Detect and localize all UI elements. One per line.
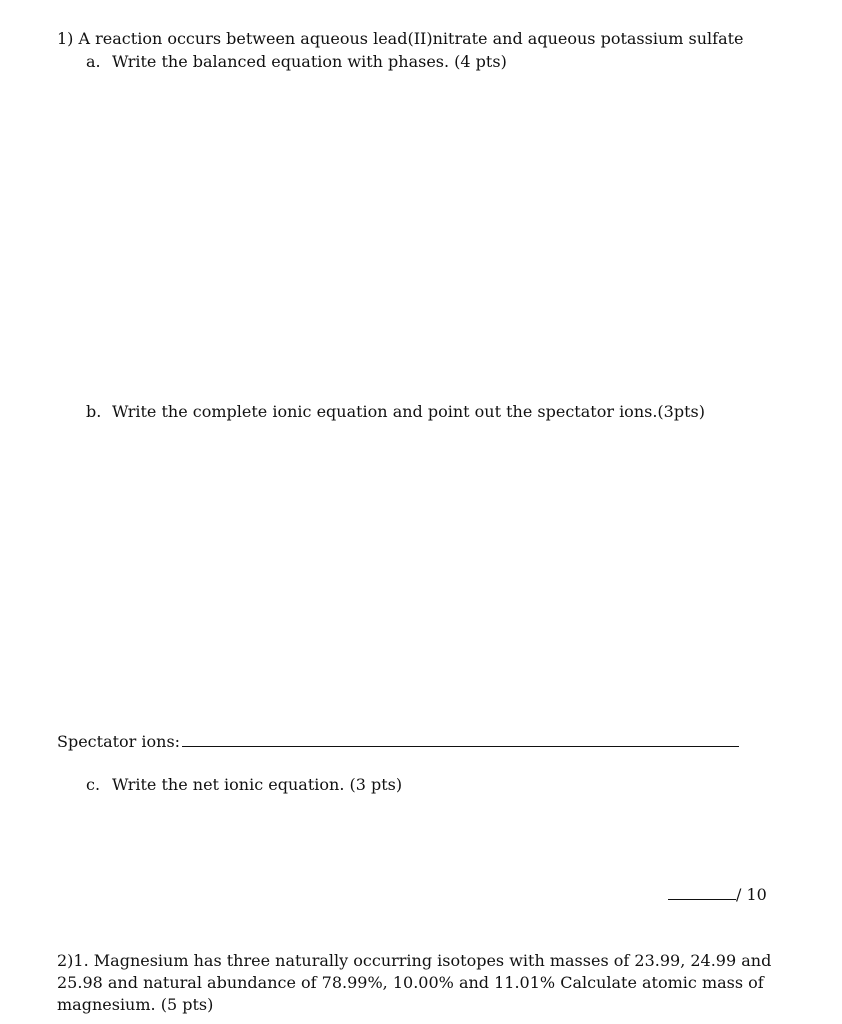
score-total: / 10 [736, 885, 767, 904]
score-line [668, 885, 767, 905]
part-a-marker: a. [86, 52, 101, 71]
question-1-part-b [86, 402, 705, 422]
question-1-part-a [86, 52, 507, 72]
question-2-text: 2)1. Magnesium has three naturally occurring isotopes with masses of 23.99, 24.99 and 25.98 and natural abundance of 78.99%, 10.00% and 11.01% Calculate atomic mass of magnesium. (5 pts) [57, 951, 772, 1014]
part-c-text: Write the net ionic equation. (3 pts) [112, 775, 403, 794]
score-blank[interactable] [668, 885, 736, 900]
part-c-marker: c. [86, 775, 101, 794]
part-a-text: Write the balanced equation with phases. (4 pts) [112, 52, 507, 71]
part-b-text: Write the complete ionic equation and point out the spectator ions.(3pts) [112, 402, 705, 421]
spectator-ions-label: Spectator ions: [57, 732, 181, 751]
question-1-title: 1) A reaction occurs between aqueous lead(II)nitrate and aqueous potassium sulfate [57, 29, 744, 48]
spectator-ions-line [57, 732, 739, 752]
spectator-ions-answer-blank[interactable] [182, 732, 739, 747]
question-1-part-c [86, 775, 402, 795]
part-b-marker: b. [86, 402, 102, 421]
